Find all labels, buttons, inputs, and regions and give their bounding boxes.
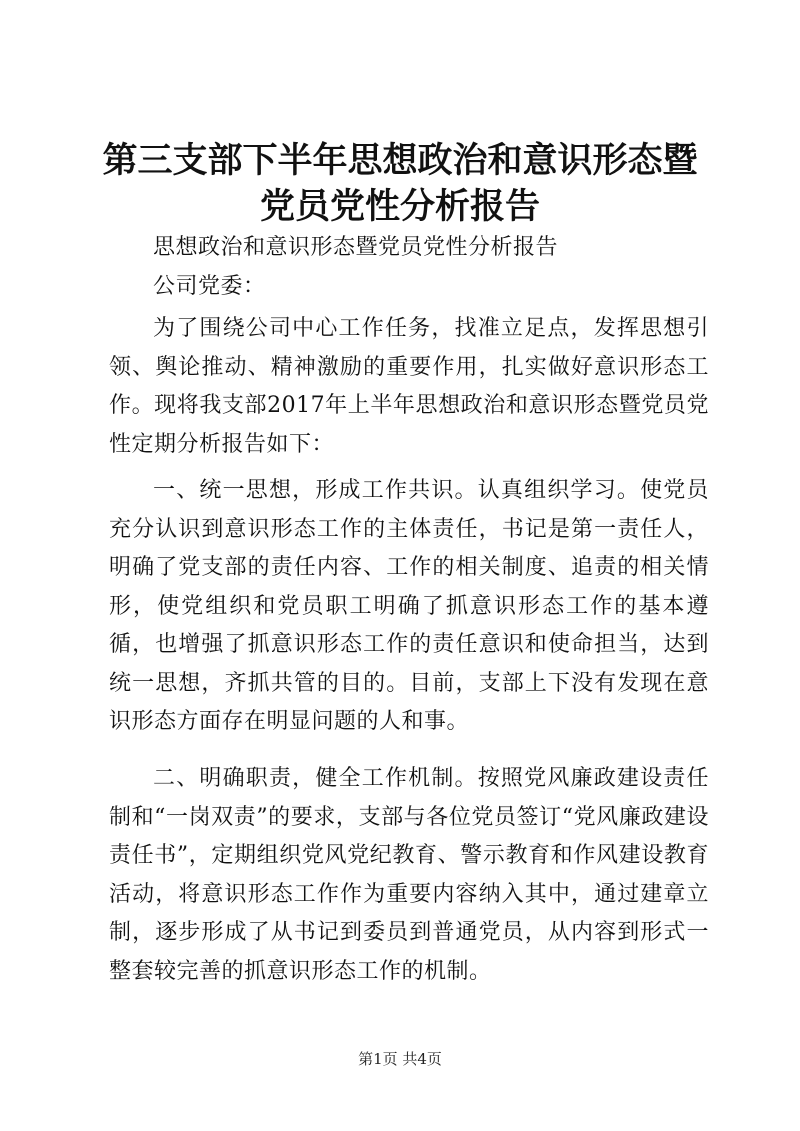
salutation: 公司党委： (153, 274, 266, 299)
document-subtitle: 思想政治和意识形态暨党员党性分析报告 (153, 235, 559, 260)
paragraph-section-two: 二、明确职责，健全工作机制。按照党风廉政建设责任制和“一岗双责”的要求，支部与各位党员签订“党风廉政建设责任书”，定期组织党风党纪教育、警示教育和作风建设教育活动，将意识形态工作作为重要内容纳入其中，通过建章立制，逐步形成了从书记到委员到普通党员，从内容到形式一整套较完善的抓意识形态工作的机制。 (109, 766, 709, 984)
paragraph-section-one: 一、统一思想，形成工作共识。认真组织学习。使党员充分认识到意识形态工作的主体责任，书记是第一责任人，明确了党支部的责任内容、工作的相关制度、追责的相关情形，使党组织和党员职工明确了抓意识形态工作的基本遵循，也增强了抓意识形态工作的责任意识和使命担当，达到统一思想，齐抓共管的目的。目前，支部上下没有发现在意识形态方面存在明显问题的人和事。 (109, 478, 709, 734)
document-title: 第三支部下半年思想政治和意识形态暨党员党性分析报告 (102, 140, 698, 227)
paragraph-intro: 为了围绕公司中心工作任务，找准立足点，发挥思想引领、舆论推动、精神激励的重要作用，扎实做好意识形态工作。现将我支部2017年上半年思想政治和意识形态暨党员党性定期分析报告如下： (109, 316, 709, 457)
page-indicator: 第1页 共4页 (358, 1050, 442, 1068)
